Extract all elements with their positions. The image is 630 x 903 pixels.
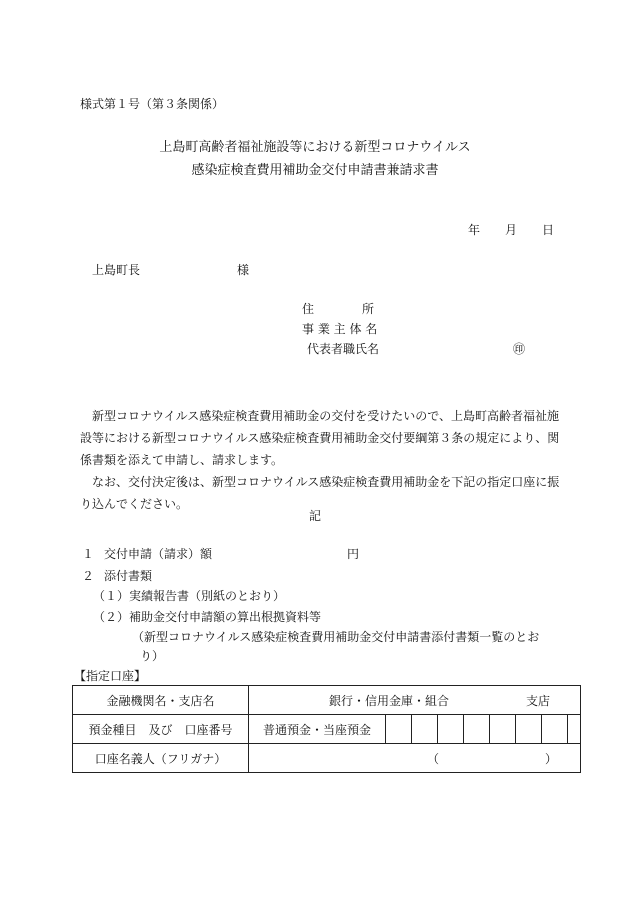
item1-label: 交付申請（請求）額 [104,547,213,561]
ki-heading: 記 [308,509,321,523]
account-digit-3[interactable] [438,715,464,744]
account-digit-6[interactable] [516,715,542,744]
furigana-close-paren: ） [545,752,558,766]
date-day: 日 [542,223,555,237]
form-number: 様式第１号（第３条関係） [80,97,225,111]
body-text [80,405,560,515]
account-row-bank [73,686,581,715]
account-row-number [73,715,581,744]
branch-text: 支店 [526,694,551,708]
bank-type-text: 銀行・信用金庫・組合 [329,694,450,708]
applicant-entity-label: 事 業 主 体 名 [302,322,378,336]
furigana-open-paren: （ [427,752,440,766]
body-paragraph-1: 新型コロナウイルス感染症検査費用補助金の交付を受けたいので、上島町高齢者福祉施設等における新型コロナウイルス感染症検査費用補助金交付要綱第３条の規定により、関係書類を添えて申請し、請求します。 [80,409,560,467]
account-row-holder [73,744,581,773]
attachment-2-note-line-1: （新型コロナウイルス感染症検査費用補助金交付申請書添付書類一覧のとお [132,630,540,644]
account-type-number-label: 預金種目 及び 口座番号 [73,715,249,744]
item2-number: ２ [82,569,95,583]
item1-unit: 円 [347,547,360,561]
title-line-1: 上島町高齢者福祉施設等における新型コロナウイルス [159,140,471,155]
account-digit-7[interactable] [542,715,568,744]
item2-label: 添付書類 [104,569,153,583]
account-digit-2[interactable] [412,715,438,744]
title-line-2: 感染症検査費用補助金交付申請書兼請求書 [191,163,439,178]
date-year: 年 [468,223,481,237]
account-heading: 【指定口座】 [74,669,147,683]
item1-number: １ [82,547,95,561]
account-digit-4[interactable] [464,715,490,744]
date-month: 月 [505,223,518,237]
account-digit-spacer [568,715,581,744]
addressee-name: 上島町長 [92,263,141,277]
account-digit-5[interactable] [490,715,516,744]
account-type-field[interactable]: 普通預金・当座預金 [249,715,386,744]
account-holder-field[interactable] [249,744,581,773]
account-digit-1[interactable] [386,715,412,744]
attachment-2: （２）補助金交付申請額の算出根拠資料等 [93,610,322,624]
applicant-rep-label: 代表者職氏名 [307,342,380,356]
account-holder-label: 口座名義人（フリガナ） [73,744,249,773]
body-paragraph-2: なお、交付決定後は、新型コロナウイルス感染症検査費用補助金を下記の指定口座に振り込んでください。 [80,475,560,511]
bank-name-field[interactable] [249,686,581,715]
attachment-1: （１）実績報告書（別紙のとおり） [93,589,286,603]
seal-mark: ㊞ [513,342,526,356]
bank-name-label: 金融機関名・支店名 [73,686,249,715]
applicant-address-label: 住 所 [302,302,375,316]
attachment-2-note-line-2: り） [140,649,165,663]
addressee-honorific: 様 [237,263,250,277]
account-table [72,685,581,773]
